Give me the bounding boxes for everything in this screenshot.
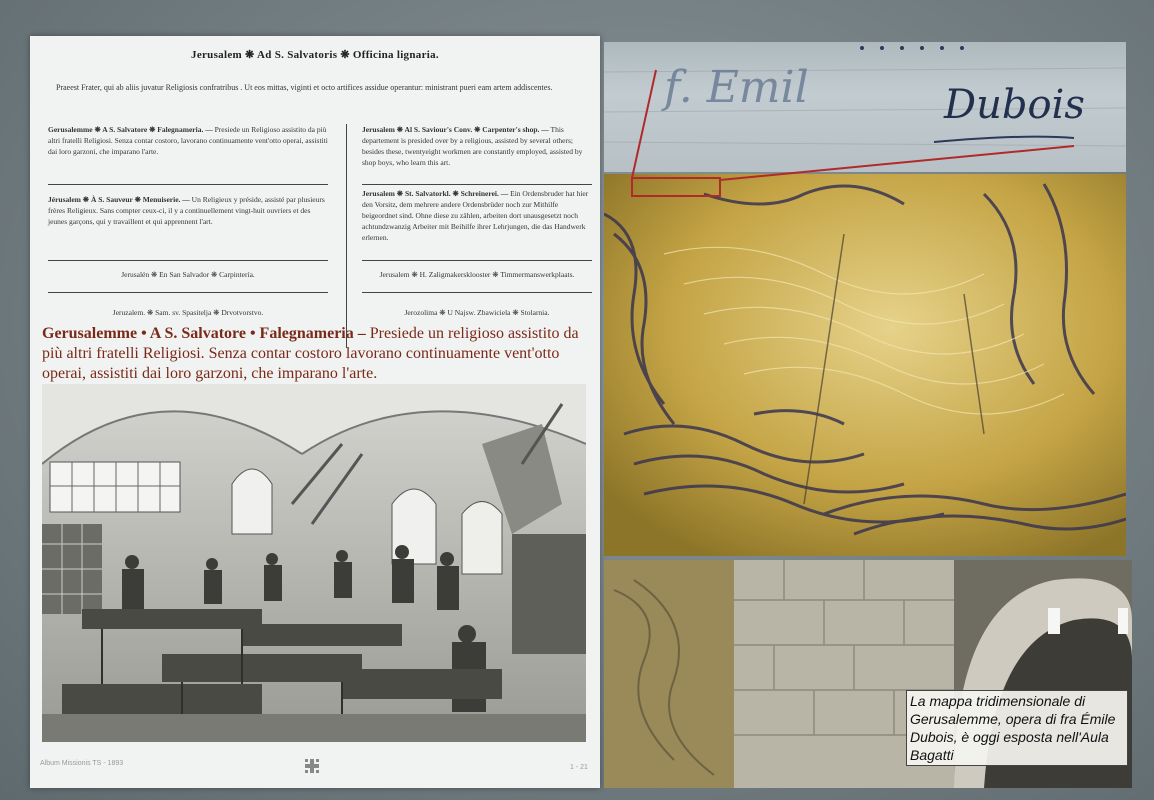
- block-heading: Jerusalem ❋ St. Salvatorkl. ❋ Schreinerei. —: [362, 189, 509, 198]
- block-italian: [48, 124, 328, 157]
- block-text: Presiede un Religioso assistito da più altri fratelli Religiosi. Senza contar costoro, lavorano continuamente vent'otto operai, assistiti dai loro garzoni, che imparano l'arte.: [48, 125, 328, 156]
- document-title: Jerusalem ❋ Ad S. Salvatoris ❋ Officina lignaria.: [191, 49, 439, 61]
- line-spanish: Jerusalén ❋ En San Salvador ❋ Carpintería.: [121, 270, 255, 279]
- line-dutch: Jerusalem ❋ H. Zaligmakersklooster ❋ Timmermanswerkplaats.: [379, 270, 575, 279]
- block-heading: Jérusalem ❋ À S. Sauveur ❋ Menuiserie. —: [48, 195, 190, 204]
- block-text: This departement is presided over by a religious, assisted by several others; besides these, twentyeight workmen are constantly employed, assisted by shop boys, who learn this art.: [362, 125, 583, 167]
- intro-paragraph: Praeest Frater, qui ab aliis juvatur Religiosis confratribus . Ut eos mittas, viginti et octo artifices assidue operantur: ministrant pueri eam artem addiscentes.: [56, 83, 553, 92]
- signature-last: Dubois: [944, 82, 1085, 128]
- divider: [362, 184, 592, 185]
- divider: [48, 292, 328, 293]
- column-divider: [346, 124, 347, 348]
- footer-source: Album Missionis TS - 1893: [40, 760, 124, 767]
- document-sheet: [30, 36, 600, 788]
- footer-page: 1 - 21: [570, 764, 588, 771]
- italian-caption: [42, 324, 592, 384]
- divider: [362, 292, 592, 293]
- caption-text: Presiede un religioso assistito da più altri fratelli Religiosi. Senza contar costoro lavorano continuamente vent'otto operai, assistiti dai loro garzoni, che imparano l'arte.: [42, 325, 579, 382]
- divider: [48, 184, 328, 185]
- photo-caption: La mappa tridimensionale di Gerusalemme, opera di fra Émile Dubois, è oggi esposta nell'Aula Bagatti: [906, 690, 1128, 766]
- relief-map-photo: [604, 174, 1126, 556]
- caption-heading: Gerusalemme • A S. Salvatore • Falegnameria –: [42, 325, 366, 342]
- signature-first: f. Emil: [664, 62, 809, 113]
- line-slovenian: Jeruzalem. ❋ Sam. sv. Spasitelja ❋ Drvotvorstvo.: [112, 308, 264, 317]
- block-text: Un Religieux y préside, assisté par plusieurs frères Religieux. Sans compter ceux-ci, il y a continuellement vingt-huit ouvriers et des jeunes garçons, qui y travaillent et qui apprennent l'art.: [48, 195, 325, 226]
- block-german: [362, 188, 592, 243]
- divider: [48, 260, 328, 261]
- jerusalem-cross-icon: [304, 758, 320, 774]
- signature-photo: [604, 42, 1126, 172]
- block-english: [362, 124, 592, 168]
- divider: [362, 260, 592, 261]
- workshop-engraving: [42, 384, 586, 742]
- relief-map-illustration: [604, 174, 1126, 556]
- block-text: Ein Ordensbruder hat hier den Vorsitz, dem mehrere andere Ordensbrüder noch zur Mithilfe beigeordnet sind. Ohne diese zu zählen, arbeiten dort unausgesetzt noch achtundzwanzig Arbeiter mit Beihilfe ihrer Lehrjungen, die das Handwerk erlernen.: [362, 189, 589, 242]
- line-polish: Jerozolima ❋ U Najsw. Zbawiciela ❋ Stolarnia.: [404, 308, 550, 317]
- block-french: [48, 194, 328, 227]
- block-heading: Jerusalem ❋ Al S. Saviour's Conv. ❋ Carpenter's shop. —: [362, 125, 549, 134]
- block-heading: Gerusalemme ❋ A S. Salvatore ❋ Falegnameria. —: [48, 125, 213, 134]
- workshop-illustration: [42, 384, 586, 742]
